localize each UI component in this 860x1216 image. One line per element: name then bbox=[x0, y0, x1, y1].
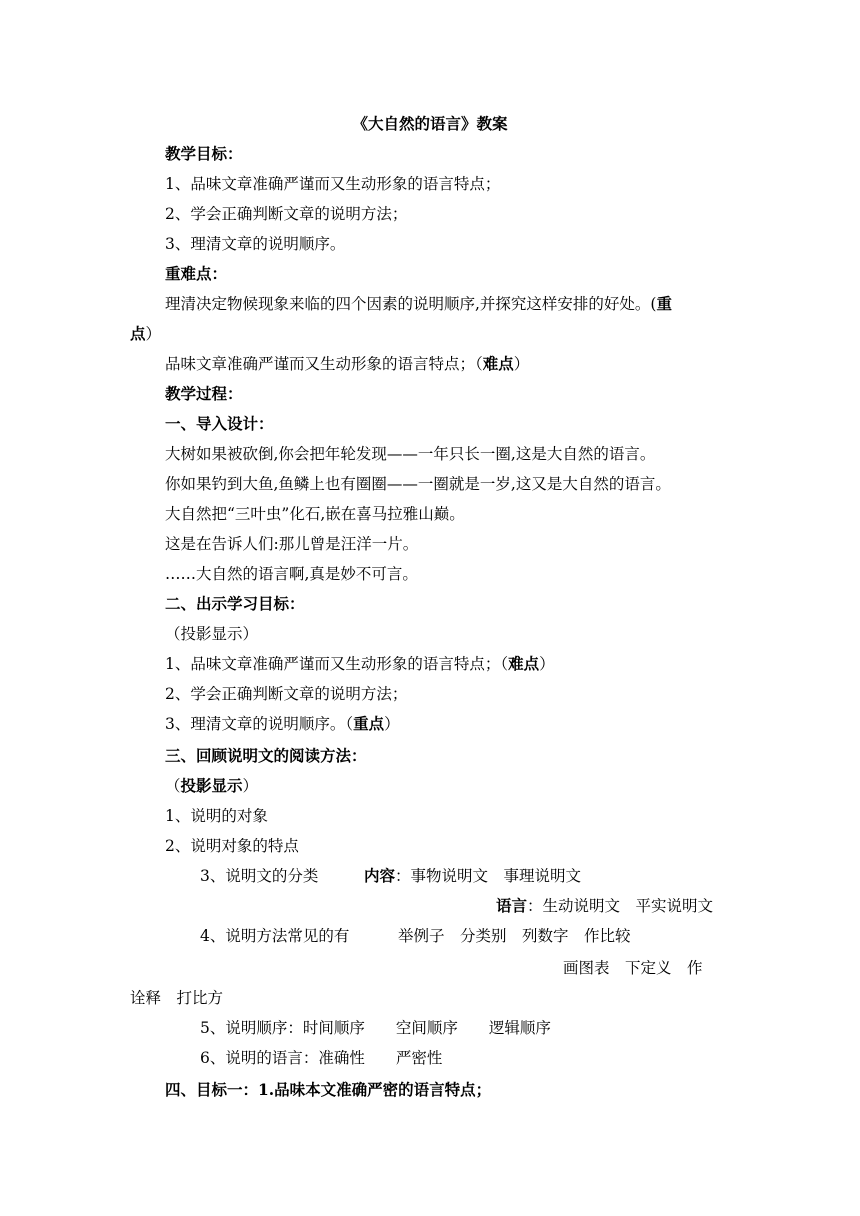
keypoint-1 bbox=[165, 294, 672, 314]
objective-1-close: ） bbox=[539, 655, 555, 673]
intro-line-4: 这是在告诉人们:那儿曾是汪洋一片。 bbox=[165, 535, 419, 553]
keypoint-1-continued bbox=[130, 324, 161, 344]
keypoint-2-tag: 难点 bbox=[482, 354, 514, 373]
objective-1 bbox=[165, 654, 555, 674]
review-item-3-content-label: 内容 bbox=[364, 866, 396, 885]
goal-item-1: 1、品味文章准确严谨而又生动形象的语言特点； bbox=[165, 175, 501, 193]
review-item-1: 1、说明的对象 bbox=[165, 807, 268, 825]
review-item-4-label: 4、说明方法常见的有 bbox=[200, 927, 350, 945]
objective-3-close: ） bbox=[384, 715, 400, 733]
objective-3-text: 3、理清文章的说明顺序。（ bbox=[165, 715, 354, 733]
review-item-3-content bbox=[364, 866, 581, 886]
review-item-3-label: 3、说明文的分类 bbox=[200, 867, 319, 885]
keypoint-1-close: ） bbox=[145, 325, 162, 343]
projection-note-2-open: （ bbox=[165, 777, 181, 795]
objective-2: 2、学会正确判断文章的说明方法； bbox=[165, 685, 408, 703]
review-item-6-label: 6、说明的语言： bbox=[200, 1049, 319, 1067]
intro-line-2: 你如果钓到大鱼,鱼鳞上也有圈圈——一圈就是一岁,这又是大自然的语言。 bbox=[165, 475, 671, 493]
projection-note-2-bold: 投影显示 bbox=[180, 776, 243, 795]
section-3-heading: 三、回顾说明文的阅读方法： bbox=[165, 746, 367, 765]
keypoint-1-text: 理清决定物候现象来临的四个因素的说明顺序,并探究这样安排的好处。( bbox=[165, 295, 657, 313]
review-item-3-content-value: ：事物说明文 事理说明文 bbox=[395, 867, 582, 885]
keypoint-2-text: 品味文章准确严谨而又生动形象的语言特点；（ bbox=[165, 355, 483, 373]
keypoint-1-tag-end: 点 bbox=[130, 324, 146, 343]
keypoint-1-tag: 重 bbox=[656, 294, 672, 313]
objective-3 bbox=[165, 714, 400, 734]
section-1-heading: 一、导入设计： bbox=[165, 414, 274, 433]
review-item-3-lang-value: ：生动说明文 平实说明文 bbox=[527, 897, 714, 915]
review-item-6-values: 准确性 严密性 bbox=[318, 1049, 443, 1067]
objective-1-tag: 难点 bbox=[508, 654, 540, 673]
review-item-5-label: 5、说明顺序： bbox=[200, 1019, 303, 1037]
goals-heading: 教学目标： bbox=[165, 144, 243, 163]
projection-note-2-close: ） bbox=[242, 777, 259, 795]
section-4-heading: 四、目标一：1.品味本文准确严密的语言特点； bbox=[165, 1080, 492, 1099]
keypoint-2 bbox=[165, 354, 529, 374]
review-item-4-methods-b: 画图表 下定义 作 bbox=[563, 959, 703, 977]
review-item-5 bbox=[200, 1018, 551, 1038]
review-item-3-lang-label: 语言 bbox=[496, 896, 528, 915]
projection-note: （投影显示） bbox=[165, 625, 259, 643]
goal-item-2: 2、学会正确判断文章的说明方法； bbox=[165, 205, 408, 223]
review-item-4-methods-a: 举例子 分类别 列数字 作比较 bbox=[398, 927, 631, 945]
intro-line-5: ……大自然的语言啊,真是妙不可言。 bbox=[165, 565, 418, 583]
review-item-3-language bbox=[496, 896, 713, 916]
review-item-2: 2、说明对象的特点 bbox=[165, 837, 299, 855]
objective-3-tag: 重点 bbox=[353, 714, 385, 733]
objective-1-text: 1、品味文章准确严谨而又生动形象的语言特点；（ bbox=[165, 655, 509, 673]
goal-item-3: 3、理清文章的说明顺序。 bbox=[165, 235, 346, 253]
document-title: 《大自然的语言》教案 bbox=[352, 114, 508, 133]
process-heading: 教学过程： bbox=[165, 384, 243, 403]
intro-line-3: 大自然把“三叶虫”化石,嵌在喜马拉雅山巅。 bbox=[165, 505, 465, 523]
projection-note-2 bbox=[165, 776, 258, 796]
review-item-5-values: 时间顺序 空间顺序 逻辑顺序 bbox=[302, 1019, 551, 1037]
review-item-4-methods-c: 诠释 打比方 bbox=[130, 989, 224, 1007]
section-2-heading: 二、出示学习目标： bbox=[165, 594, 305, 613]
keypoint-2-close: ） bbox=[513, 355, 530, 373]
keypoints-heading: 重难点： bbox=[165, 264, 228, 283]
review-item-6 bbox=[200, 1048, 442, 1068]
intro-line-1: 大树如果被砍倒,你会把年轮发现——一年只长一圈,这是大自然的语言。 bbox=[165, 445, 656, 463]
